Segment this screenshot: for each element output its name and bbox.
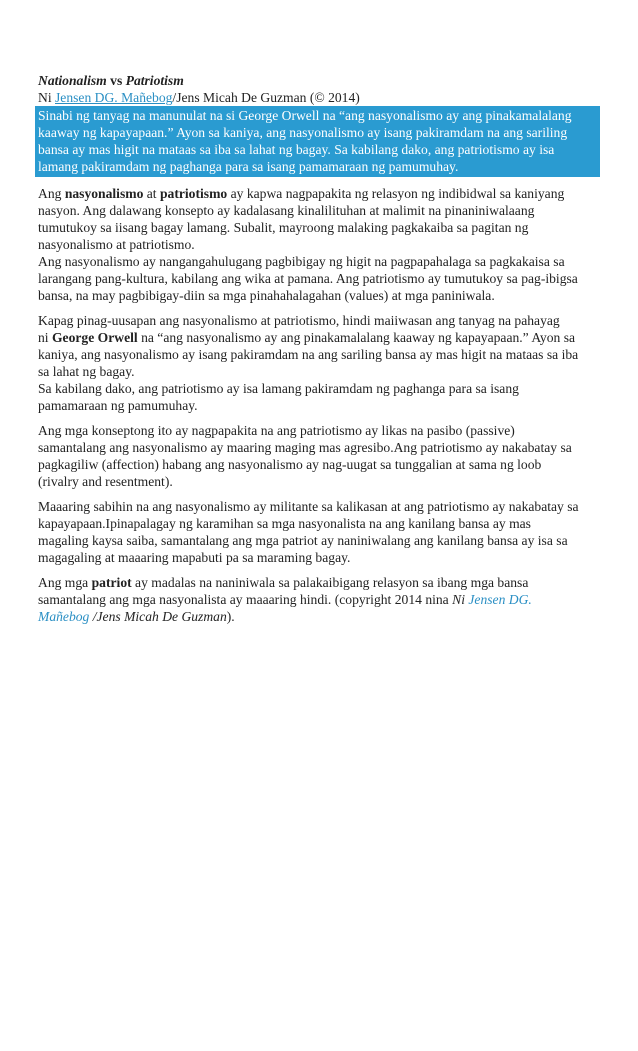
title-nationalism: Nationalism (38, 73, 107, 88)
highlight-line: bansa ay mas higit na mataas sa iba sa lahat ng bagay. Sa kabilang dako, ang patriotismo ay isa (38, 142, 555, 157)
bold-term: George Orwell (51, 330, 138, 345)
paragraph-line: Ang mga konseptong ito ay nagpapakita na ang patriotismo ay likas na pasibo (passive) (38, 423, 515, 438)
text-run: Ang (38, 186, 65, 201)
author-link-inline[interactable]: Jensen DG. (468, 592, 532, 607)
text-run: samantalang ang mga nasyonalista ay maaaring hindi. (copyright 2014 nina (38, 592, 453, 607)
paragraph-line: magaling kaysa saiba, samantalang ang mga patriot ay naniniwalang ang kanilang bansa ay isa sa (38, 533, 568, 548)
paragraph-line: nasyon. Ang dalawang konsepto ay kadalasang kinalilituhan at malimit na pinaniniwalaang (38, 203, 535, 218)
text-run: ni (38, 330, 52, 345)
article (38, 72, 603, 625)
paragraph-line: pagkagiliw (affection) habang ang nasyonalismo ay nag-uugat sa tunggalian at sama ng loob (38, 457, 542, 472)
paragraph-line (38, 608, 603, 625)
paragraph-line (38, 574, 603, 591)
paragraph-4 (38, 498, 603, 566)
text-run: ay madalas na naniniwala sa palakaibigang relasyon sa ibang mga bansa (131, 575, 529, 590)
text-run: na “ang nasyonalismo ay ang pinakamalalang kaaway ng kapayapaan.” Ayon sa (137, 330, 576, 345)
paragraph-line: nasyonalismo at patriotismo. (38, 237, 195, 252)
paragraph-line: sa lahat ng bagay. (38, 364, 135, 379)
text-run: /Jens Micah De Guzman (89, 609, 227, 624)
title-vs: vs (106, 73, 126, 88)
paragraph-line (38, 329, 603, 346)
title-patriotism: Patriotism (125, 73, 184, 88)
bold-term: nasyonalismo (64, 186, 144, 201)
bold-term: patriotismo (159, 186, 228, 201)
paragraph-2 (38, 312, 603, 414)
paragraph-5 (38, 574, 603, 625)
paragraph-line: larangang pang-kultura, kabilang ang wika at pamana. Ang patriotismo ay tumutukoy sa pag-ibigsa (38, 271, 578, 286)
paragraph-line: magagaling at maaaring mapabuti pa sa maraming bagay. (38, 550, 351, 565)
text-run: ay kapwa nagpapakita ng relasyon ng indibidwal sa kaniyang (227, 186, 565, 201)
paragraph-3 (38, 422, 603, 490)
article-title (38, 72, 603, 89)
text-run: Ang mga (38, 575, 92, 590)
byline (38, 89, 603, 106)
paragraph-line: Sa kabilang dako, ang patriotismo ay isa lamang pakiramdam ng paghanga para sa isang (38, 381, 519, 396)
paragraph-line (38, 185, 603, 202)
author-link[interactable]: Jensen DG. Mañebog (55, 90, 173, 105)
byline-prefix: Ni (38, 90, 55, 105)
paragraph-line: samantalang ang nasyonalismo ay maaring maging mas agresibo.Ang patriotismo ay nakabatay sa (38, 440, 572, 455)
paragraph-line: bansa, na may pagbibigay-diin sa mga pinahahalagahan (values) at mga paniniwala. (38, 288, 495, 303)
text-run: Ni (452, 592, 469, 607)
paragraph-line: pamamaraan ng pamumuhay. (38, 398, 198, 413)
highlight-line: Sinabi ng tanyag na manunulat na si George Orwell na “ang nasyonalismo ay ang pinakamalalang (38, 108, 572, 123)
bold-term: patriot (91, 575, 132, 590)
paragraph-line: (rivalry and resentment). (38, 474, 173, 489)
highlight-line: kaaway ng kapayapaan.” Ayon sa kaniya, ang nasyonalismo ay isang pakiramdam na ang sariling (38, 125, 568, 140)
paragraph-line: Maaaring sabihin na ang nasyonalismo ay militante sa kalikasan at ang patriotismo ay nakabatay sa (38, 499, 579, 514)
paragraph-line: Kapag pinag-uusapan ang nasyonalismo at patriotismo, hindi maiiwasan ang tanyag na pahayag (38, 313, 560, 328)
byline-suffix: /Jens Micah De Guzman (© 2014) (172, 90, 360, 105)
paragraph-line: kaniya, ang nasyonalismo ay isang pakiramdam na ang sariling bansa ay mas higit na mataas sa iba (38, 347, 579, 362)
author-link-inline[interactable]: Mañebog (38, 609, 90, 624)
paragraph-line: kapayapaan.Ipinapalagay ng karamihan sa mga nasyonalista na ang kanilang bansa ay mas (38, 516, 531, 531)
highlight-line: lamang pakiramdam ng paghanga para sa isang pamamaraan ng pamumuhay. (38, 159, 459, 174)
text-run: at (143, 186, 160, 201)
paragraph-line: Ang nasyonalismo ay nangangahulugang pagbibigay ng higit na pagpapahalaga sa pagkakaisa sa (38, 254, 565, 269)
highlighted-quote-block (35, 106, 600, 177)
text-run: ). (226, 609, 235, 624)
paragraph-line (38, 591, 603, 608)
paragraph-line: tumutukoy sa iisang bagay lamang. Subalit, mayroong malaking pagkakaiba sa pagitan ng (38, 220, 529, 235)
paragraph-1 (38, 185, 603, 304)
